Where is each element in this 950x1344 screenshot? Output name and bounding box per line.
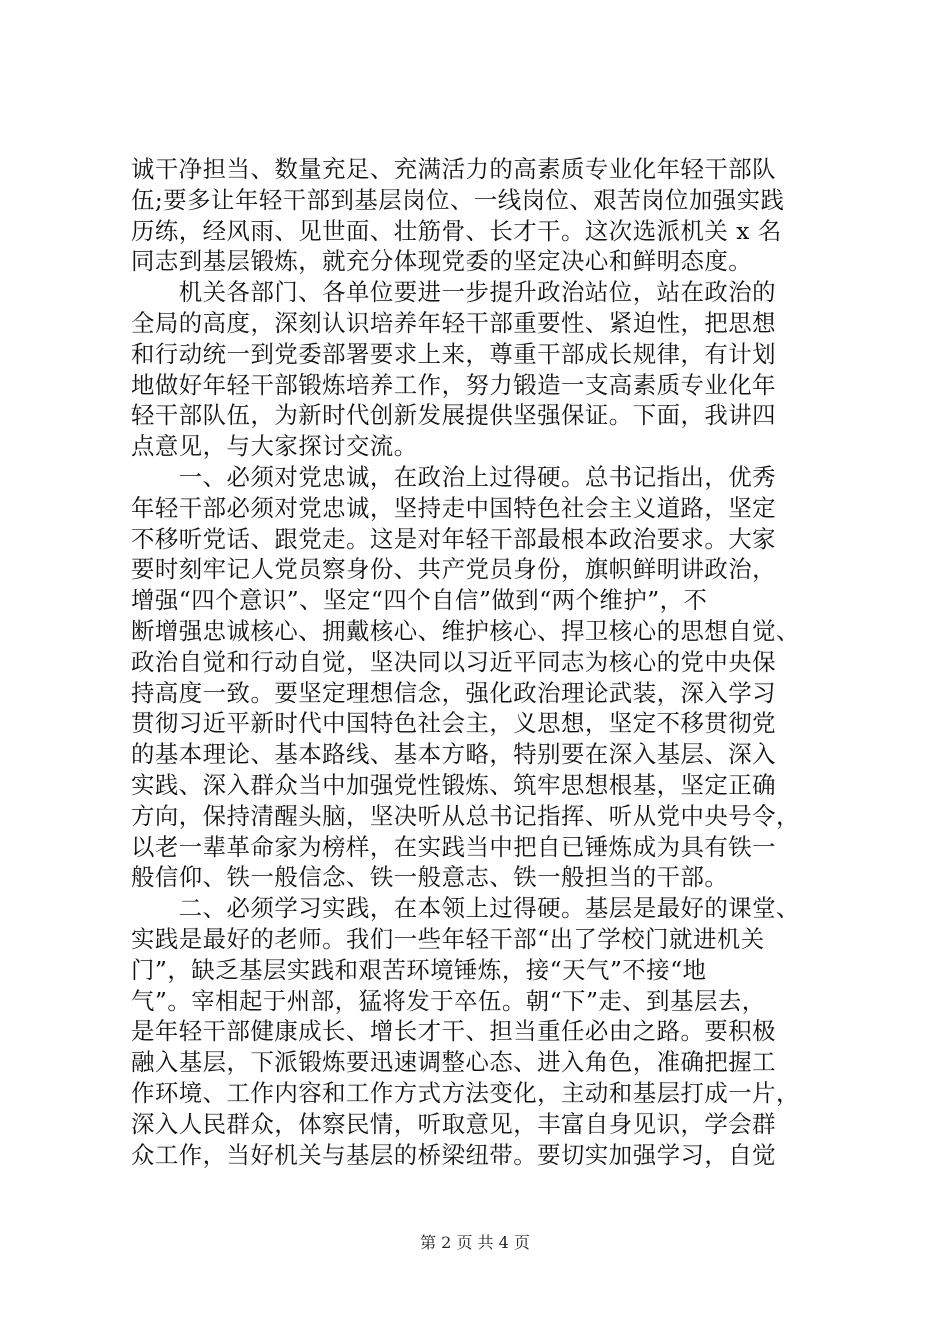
text-line: 的基本理论、基本路线、基本方略，特别要在深入基层、深入	[131, 740, 777, 769]
text-line: 以老一辈革命家为榜样，在实践当中把自已锤炼成为具有铁一	[131, 832, 777, 861]
text-line: 实践是最好的老师。我们一些年轻干部“出了学校门就进机关	[131, 924, 765, 953]
text-line: 不移听党话、跟党走。这是对年轻干部最根本政治要求。大家	[131, 524, 777, 553]
text-line: 历练，经风雨、见世面、壮筋骨、长才干。这次选派机关 x 名	[131, 216, 782, 245]
text-line: 断增强忠诚核心、拥戴核心、维护核心、捍卫核心的思想自觉、	[131, 616, 800, 645]
document-body	[131, 154, 831, 1170]
text-line: 点意见，与大家探讨交流。	[131, 432, 418, 461]
text-line: 作环境、工作内容和工作方式方法变化，主动和基层打成一片，	[131, 1078, 800, 1107]
text-line: 众工作，当好机关与基层的桥梁纽带。要切实加强学习，自觉	[131, 1140, 777, 1169]
text-line: 气”。宰相起于州部，猛将发于卒伍。朝“下”走、到基层去，	[131, 986, 766, 1015]
text-line: 门”，缺乏基层实践和艰苦环境锤炼，接“天气”不接“地	[131, 955, 707, 984]
text-line: 增强“四个意识”、坚定“四个自信”做到“两个维护”，不	[131, 586, 708, 615]
page-number: 第 2 页 共 4 页	[420, 1233, 530, 1252]
text-line: 政治自觉和行动自觉，坚决同以习近平同志为核心的党中央保	[131, 647, 777, 676]
text-line: 般信仰、铁一般信念、铁一般意志、铁一般担当的干部。	[131, 863, 729, 892]
text-line: 和行动统一到党委部署要求上来，尊重干部成长规律，有计划	[131, 339, 777, 368]
text-line: 轻干部队伍，为新时代创新发展提供坚强保证。下面，我讲四	[131, 401, 777, 430]
text-line: 同志到基层锻炼，就充分体现党委的坚定决心和鲜明态度。	[131, 247, 753, 276]
text-line: 年轻干部必须对党忠诚，坚持走中国特色社会主义道路，坚定	[131, 493, 777, 522]
text-line: 一、必须对党忠诚，在政治上过得硬。总书记指出，优秀	[131, 462, 777, 491]
text-line: 二、必须学习实践，在本领上过得硬。基层是最好的课堂、	[131, 894, 800, 923]
text-line: 全局的高度，深刻认识培养年轻干部重要性、紧迫性，把思想	[131, 308, 777, 337]
text-line: 地做好年轻干部锻炼培养工作，努力锻造一支高素质专业化年	[131, 370, 777, 399]
text-line: 持高度一致。要坚定理想信念，强化政治理论武装，深入学习	[131, 678, 777, 707]
text-line: 深入人民群众，体察民情，听取意见，丰富自身见识，学会群	[131, 1109, 777, 1138]
text-line: 贯彻习近平新时代中国特色社会主，义思想，坚定不移贯彻党	[131, 709, 777, 738]
text-line: 诚干净担当、数量充足、充满活力的高素质专业化年轻干部队	[131, 155, 777, 183]
text-line: 实践、深入群众当中加强党性锻炼、筑牢思想根基，坚定正确	[131, 770, 777, 799]
text-line: 是年轻干部健康成长、增长才干、担当重任必由之路。要积极	[131, 1017, 777, 1046]
text-line: 伍;要多让年轻干部到基层岗位、一线岗位、艰苦岗位加强实践	[131, 185, 785, 214]
text-line: 机关各部门、各单位要进一步提升政治站位，站在政治的	[131, 278, 777, 307]
text-line: 方向，保持清醒头脑，坚决听从总书记指挥、听从党中央号令，	[131, 801, 800, 830]
text-line: 融入基层，下派锻炼要迅速调整心态、进入角色，准确把握工	[131, 1048, 777, 1077]
text-line: 要时刻牢记人党员察身份、共产党员身份，旗帜鲜明讲政治，	[131, 555, 777, 584]
